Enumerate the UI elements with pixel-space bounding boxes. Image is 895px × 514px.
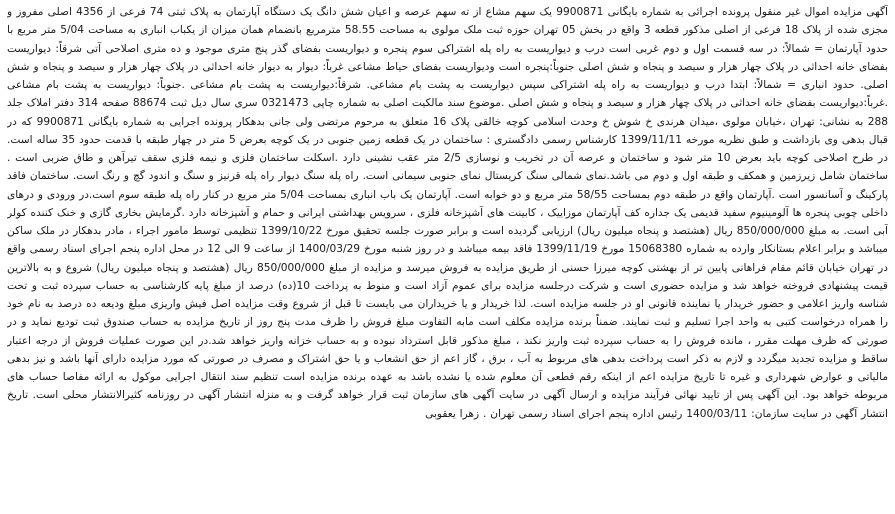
auction-notice-document [7,3,888,508]
auction-notice-text: آگهی مزایده اموال غیر منقول پرونده اجرائی به شماره بایگانی 9900871 یک سهم مشاع از ته سهم عرصه و اعیان شش دانگ یک دستگاه آپارتمان به پلاک ثبتی 74 فرعی از 4356 اصلی مفروز و مجزی شده از پلاک 18 فرعی از اصلی مذکور قطعه 3 واقع در بخش 05 تهران حوزه ثبت ملک مولوی به مساحت 58.55 مترمربع بانضمام همان میزان از یکباب انباری به مساحت 5/04 متر مربع با حدود آپارتمان = شمالاً: در سه قسمت اول و دوم غربی است درب و دیواریست به راه پله اشتراکی سوم پنجره و دیواریست بفضای گذر پنج متری موجود و ده متری اصلاحی آتی شرقاً: دیواریست بفضای خانه احداثی در پلاک چهار هزار و سیصد و پنجاه و شش اصلی جنوباً:پنجره است ودیواریست بفضای حیاط مشاعی غرباً: دیوار به دیوار خانه احداثی در پلاک چهار هزار و سیصد و پنجاه و شش اصلی. حدود انباری = شمالاً: ابتدا درب و دیواریست به راه پله اشتراکی سپس دیواریست به پشت بام مشاعی. شرقاً:دیواریست به پشت بام مشاعی .جنوباً: دیواریست به پشت بام مشاعی .غرباً:دیواریست بفضای خانه احداثی در پلاک چهار هزار و سیصد و پنجاه و شش اصلی .موضوع سند مالکیت اصلی به شماره چاپی 0321473 سری سال دیل ثبت 88674 صفحه 314 دفتر املاک جلد 288 به نشانی: تهران ،خیابان مولوی ،میدان هرندی خ شوش خ وحدت اسلامی کوچه خالقی پلاک 16 متعلق به مرحوم مرتضی ولی جانی بدهکار پرونده اجرایی به شماره بایگانی 9900871 که در قبال بدهی وی بازداشت و طبق نظریه مورخه 1399/11/11 کارشناس رسمی دادگستری : ساختمان در یک قطعه زمین جنوبی در یک کوچه بعرض 5 متر در چهار طبقه با قدمت حدود 35 ساله است. در طرح اصلاحی کوچه باید بعرض 10 متر شود و ساختمان و عرصه آن در تخریب و نوسازی 2/5 متر عقب نشینی دارد .اسکلت ساختمان فلزی و نیمه فلزی سقف تیرآهن و طاق ضربی است . ساختمان شامل زیرزمین و همکف و طبقه اول و دوم می باشد.نمای شمالی سنگ کریستال نمای جنوبی سیمانی است. راه پله سنگ دیوار راه پله قرنیز و سنگ و اندود گچ و رنگ است. ساختمان فاقد پارکینگ و آسانسور است .آپارتمان واقع در طبقه دوم بمساحت 58/55 متر مربع و دو خوابه است. آپارتمان یک باب انباری بمساحت 5/04 متر مربع در کنار راه پله طبقه سوم است.در ورودی و درهای داخلی چوبی پنجره ها آلومینیوم سفید قدیمی یک جداره کف آپارتمان موزاییک ، کابینت های آشپزخانه فلزی ، سرویس بهداشتی ایرانی و حمام و آشپزخانه دارد .گرمایش بخاری گازی و خنک کننده کولر آبی است. به مبلغ 850/000/000 ریال (هشتصد و پنجاه میلیون ریال) ارزیابی گردیده است و برابر صورت جلسه تحقیق مورخ 1399/10/22 تنظیمی توسط مامور اجراء ، مادر بدهکار در ملک ساکن میباشد و برابر اعلام بستانکار وارده به شماره 15068380 مورخ 1399/11/19 فاقد بیمه میباشد و در روز شنبه مورخ 1400/03/29 از ساعت 9 الی 12 در محل اداره پنجم اجرای اسناد رسمی واقع در تهران خیابان قائم مقام فراهانی پایین تر از بهشتی کوچه میرزا حسنی از طریق مزایده به فروش میرسد و مزایده از مبلغ 850/000/000 ریال (هشتصد و پنجاه میلیون ریال) شروع و به بالاترین قیمت پیشنهادی فروخته خواهد شد و مزایده حضوری است و شرکت درجلسه مزایده برای عموم آزاد است و منوط به پرداخت 10(ده) درصد از مبلغ پایه کارشناسی به حساب سپرده ثبت و تحت شناسه واریز اعلامی و حضور خریدار یا نماینده قانونی او در جلسه مزایده است. لذا خریدار و یا خریداران می بایست تا قبل از شروع وقت مزایده اصل فیش واریزی مبلغ ودیعه ده درصد به نام خود را همراه درخواست کتبی به واحد اجرا تسلیم و ثبت نمایند. ضمناً برنده مزایده مکلف است مابه التفاوت مبلغ فروش را ظرف مدت پنج روز از تاریخ مزایده به حساب صندوق ثبت تودیع نماید و در صورتی که ظرف مهلت مقرر ، مانده فروش را به حساب سپرده ثبت واریز نکند ، مبلغ مذکور قابل استرداد نبوده و به حساب خزانه واریز خواهد شد.در این صورت عملیات فروش از درجه اعتبار ساقط و مزایده تجدید میگردد و لازم به ذکر است پرداخت بدهی های مربوط به آب ، برق ، گاز اعم از حق انشعاب و یا حق اشتراک و مصرف در صورتی که مورد مزایده دارای آنها باشد و نیز بدهی مالیاتی و عوارض شهرداری و غیره تا تاریخ مزایده اعم از اینکه رقم قطعی آن معلوم شده یا نشده باشد به عهده برنده مزایده است تنظیم سند انتقال اجرایی موکول به ارائه مفاصا حساب های مربوطه خواهد بود. این آگهی پس از تایید نهائی فرآیند مزایده و ارسال آگهی در سایت آگهی های سازمان ثبت قرار خواهد گرفت و به منزله انتشار آگهی در روزنامه کثیرالانتشار محلی است. تاریخ انتشار آگهی در سایت سازمان: 1400/03/11 رئیس اداره پنجم اجرای اسناد رسمی تهران . زهرا یعقوبی [7,6,888,420]
